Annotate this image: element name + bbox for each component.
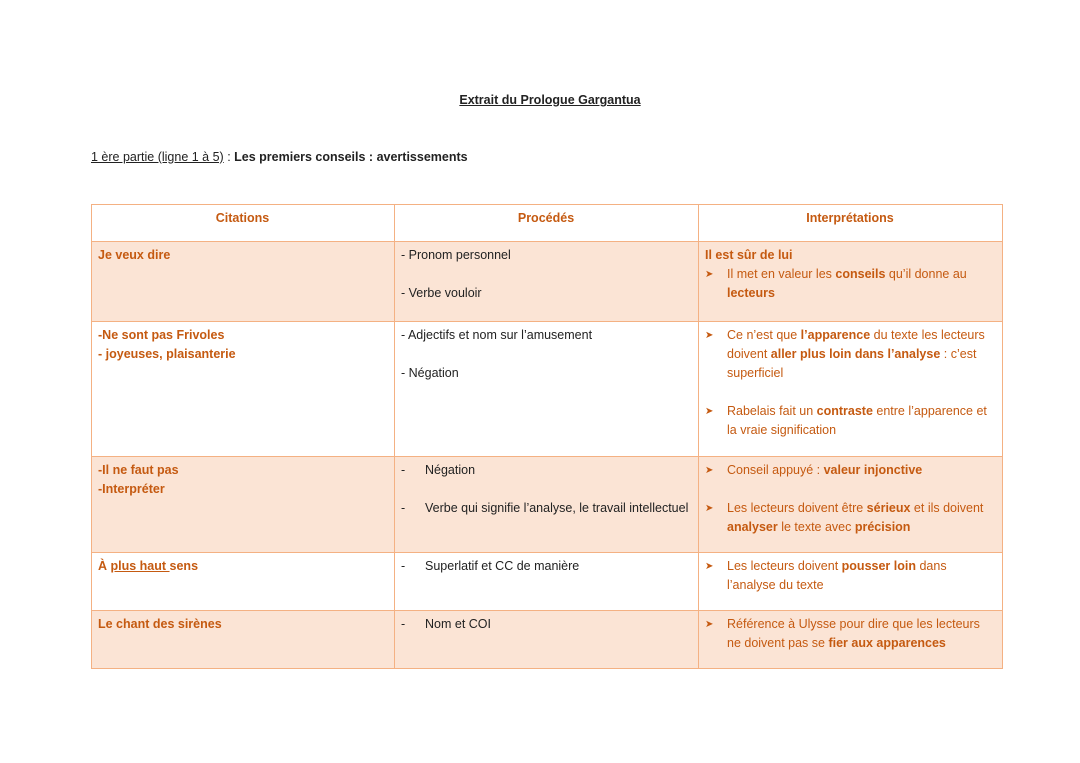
interpretation-text: Ce n’est que l’apparence du texte les lecteurs doivent aller plus loin dans l’analyse : c’est superficiel (727, 328, 985, 380)
list-item (705, 499, 995, 537)
citation-cell (92, 553, 395, 611)
citation-text: -Interpréter (98, 482, 165, 496)
part-title: Les premiers conseils : avertissements (234, 150, 468, 164)
page-title: Extrait du Prologue Gargantua (459, 93, 641, 107)
procede-text: - Adjectifs et nom sur l’amusement (401, 328, 593, 342)
interpretation-cell (699, 611, 1003, 669)
interpretation-text: Conseil appuyé : valeur injonctive (727, 463, 923, 477)
list-item (705, 615, 995, 653)
procede-text: Verbe qui signifie l’analyse, le travail intellectuel (425, 501, 689, 515)
list-item (705, 402, 995, 440)
procede-cell (395, 457, 699, 553)
dash-bullet: - (401, 463, 406, 477)
procede-cell (395, 242, 699, 322)
procede-cell (395, 322, 699, 457)
citation-cell (92, 457, 395, 553)
part-separator: : (223, 150, 235, 164)
citation-cell (92, 611, 395, 669)
interpretation-text: Les lecteurs doivent être sérieux et ils doivent analyser le texte avec précision (727, 501, 984, 534)
citation-text: Je veux dire (98, 248, 171, 262)
interpretation-cell (699, 322, 1003, 457)
citation-text: Le chant des sirènes (98, 617, 222, 631)
arrowhead-bullet-icon: ➤ (705, 465, 714, 476)
list-item (705, 265, 995, 303)
interpretation-text: Rabelais fait un contraste entre l’apparence et la vraie signification (727, 404, 987, 437)
part-label: 1 ère partie (ligne 1 à 5) (91, 150, 224, 164)
citation-cell (92, 242, 395, 322)
table-row (92, 553, 1003, 611)
arrowhead-bullet-icon: ➤ (705, 269, 714, 280)
procede-cell (395, 611, 699, 669)
interpretation-text: Référence à Ulysse pour dire que les lecteurs ne doivent pas se fier aux apparences (727, 617, 980, 650)
citation-text: -Ne sont pas Frivoles (98, 328, 225, 342)
citation-text: -Il ne faut pas (98, 463, 179, 477)
header-citations: Citations (92, 205, 395, 242)
list-item (401, 557, 691, 576)
list-item (705, 461, 995, 480)
procede-cell (395, 553, 699, 611)
dash-bullet: - (401, 559, 406, 573)
table-row (92, 322, 1003, 457)
citation-text: À plus haut sens (98, 559, 199, 573)
procede-text: - Négation (401, 366, 459, 380)
analysis-table (91, 204, 1003, 669)
arrowhead-bullet-icon: ➤ (705, 330, 714, 341)
table-row (92, 457, 1003, 553)
dash-bullet: - (401, 501, 406, 515)
list-item (401, 615, 691, 634)
header-procedes: Procédés (395, 205, 699, 242)
citation-cell (92, 322, 395, 457)
interpretation-cell (699, 457, 1003, 553)
header-row (92, 205, 1003, 242)
arrowhead-bullet-icon: ➤ (705, 406, 714, 417)
procede-text: - Verbe vouloir (401, 286, 482, 300)
interpretation-cell (699, 553, 1003, 611)
interpretation-text: Les lecteurs doivent pousser loin dans l’analyse du texte (727, 559, 947, 592)
arrowhead-bullet-icon: ➤ (705, 503, 714, 514)
list-item (401, 499, 691, 518)
table-row (92, 242, 1003, 322)
interpretation-text: Il met en valeur les conseils qu’il donne au lecteurs (727, 267, 967, 300)
procede-text: Négation (425, 463, 476, 477)
citation-text: - joyeuses, plaisanterie (98, 347, 236, 361)
list-item (705, 557, 995, 595)
procede-text: Nom et COI (425, 617, 491, 631)
list-item (705, 326, 995, 383)
interpretation-cell (699, 242, 1003, 322)
arrowhead-bullet-icon: ➤ (705, 561, 714, 572)
arrowhead-bullet-icon: ➤ (705, 619, 714, 630)
procede-text: Superlatif et CC de manière (425, 559, 580, 573)
dash-bullet: - (401, 617, 406, 631)
list-item (401, 461, 691, 480)
procede-text: - Pronom personnel (401, 248, 511, 262)
header-interpretations: Interprétations (699, 205, 1003, 242)
interpretation-lead: Il est sûr de lui (705, 248, 793, 262)
section-heading (91, 150, 468, 164)
table-row (92, 611, 1003, 669)
